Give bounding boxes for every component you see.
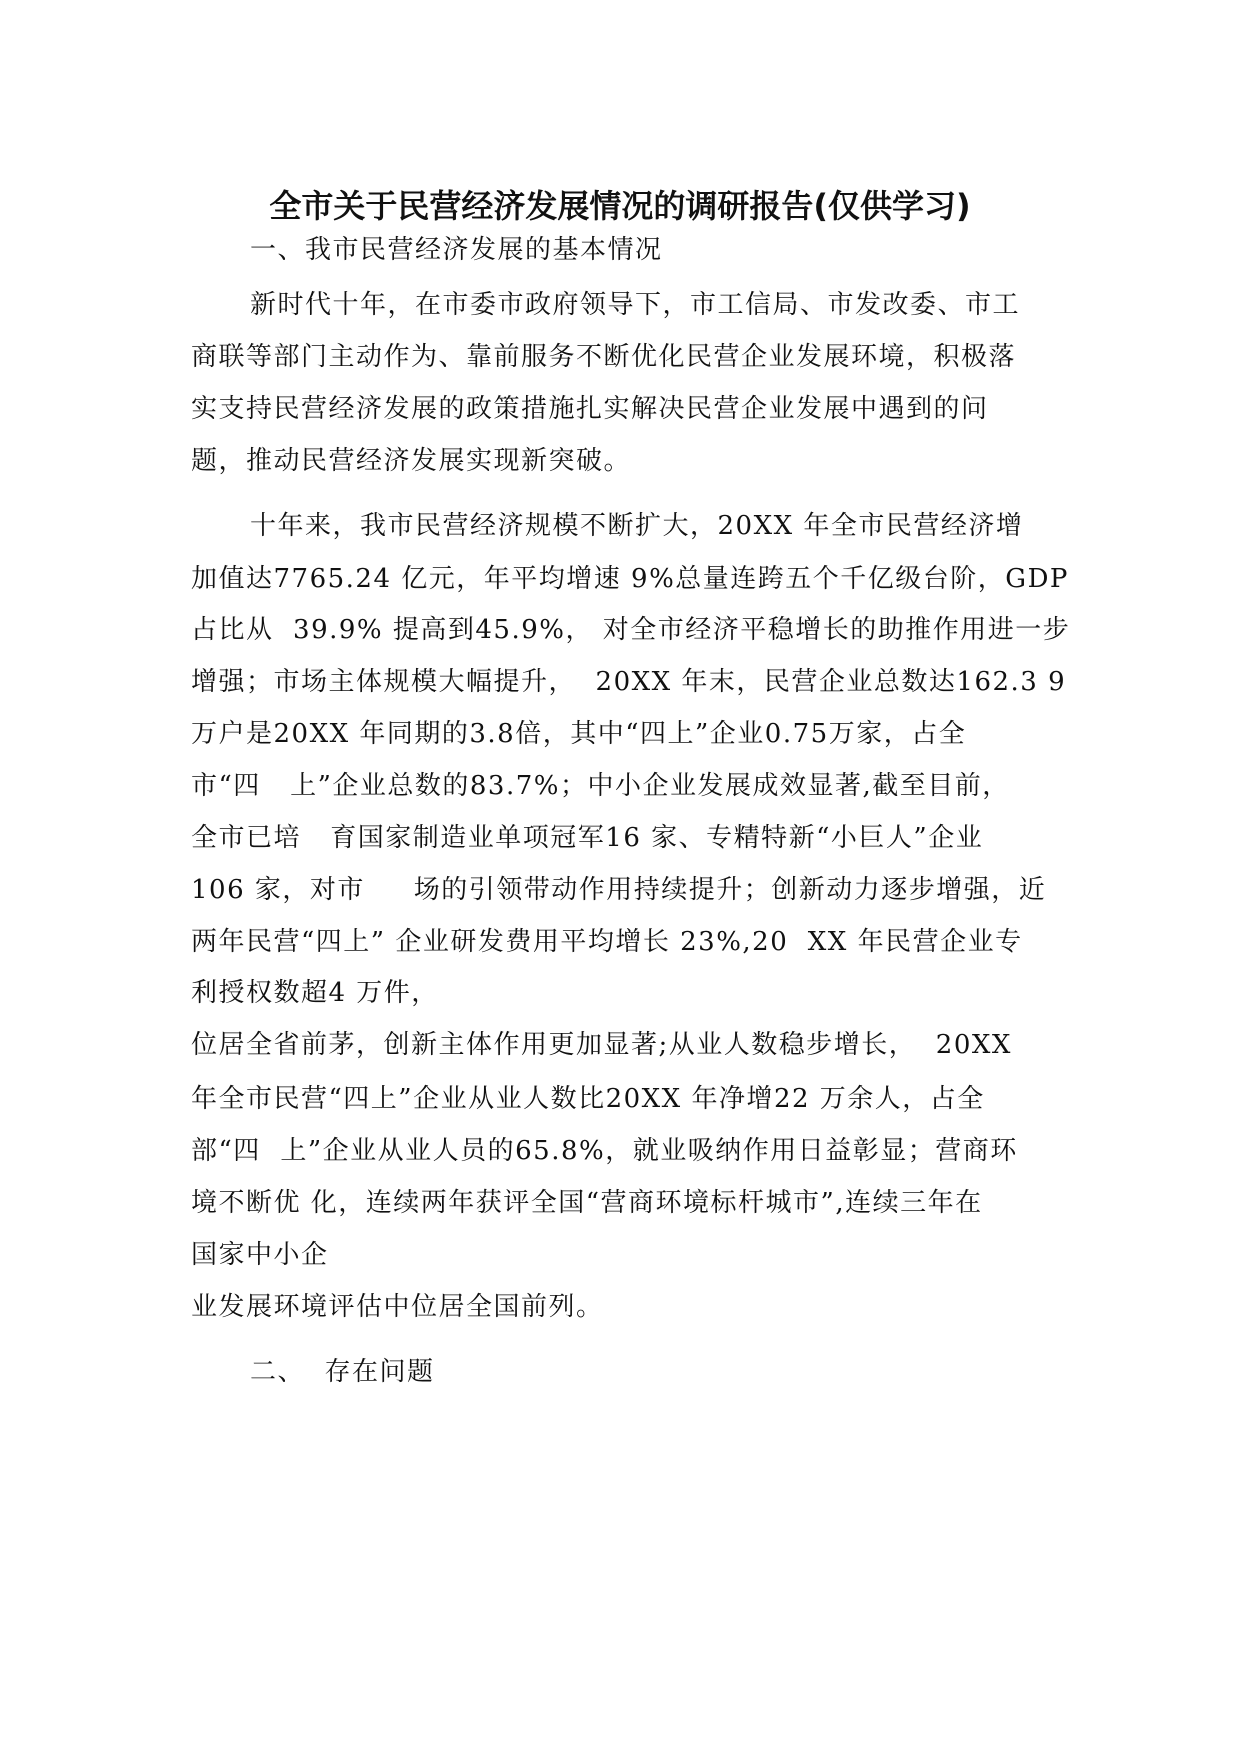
paragraph-line: 位居全省前茅，创新主体作用更加显著;从业人数稳步增长， 20XX bbox=[191, 1030, 1012, 1060]
paragraph-line: 部“四 上”企业从业人员的65.8%，就业吸纳作用日益彰显；营商环 bbox=[191, 1136, 1018, 1166]
paragraph-line: 利授权数超4 万件， bbox=[191, 978, 439, 1008]
paragraph-line: 占比从 39.9% 提高到45.9%， 对全市经济平稳增长的助推作用进一步 bbox=[191, 615, 1071, 645]
paragraph-line: 加值达7765.24 亿元，年平均增速 9%总量连跨五个千亿级台阶，GDP bbox=[191, 564, 1069, 594]
document-title: 全市关于民营经济发展情况的调研报告(仅供学习) bbox=[269, 187, 971, 225]
paragraph-line: 国家中小企 bbox=[191, 1240, 329, 1270]
paragraph-line: 业发展环境评估中位居全国前列。 bbox=[191, 1292, 604, 1322]
paragraph-line: 年全市民营“四上”企业从业人数比20XX 年净增22 万余人，占全 bbox=[191, 1084, 985, 1114]
section-heading-2: 二、 存在问题 bbox=[250, 1357, 435, 1387]
paragraph-line: 商联等部门主动作为、靠前服务不断优化民营企业发展环境，积极落 bbox=[191, 342, 1017, 372]
paragraph-line: 两年民营“四上” 企业研发费用平均增长 23%,20 XX 年民营企业专 bbox=[191, 927, 1023, 957]
paragraph-line: 万户是20XX 年同期的3.8倍，其中“四上”企业0.75万家，占全 bbox=[191, 719, 967, 749]
paragraph-line: 题，推动民营经济发展实现新突破。 bbox=[191, 446, 632, 476]
paragraph-line: 市“四 上”企业总数的83.7%；中小企业发展成效显著,截至目前， bbox=[191, 771, 1010, 801]
section-heading-1: 一、我市民营经济发展的基本情况 bbox=[250, 235, 663, 265]
paragraph-line: 106 家，对市 场的引领带动作用持续提升；创新动力逐步增强，近 bbox=[191, 875, 1047, 905]
paragraph-line: 境不断优 化，连续两年获评全国“营商环境标杆城市”,连续三年在 bbox=[191, 1188, 983, 1218]
paragraph-line: 增强；市场主体规模大幅提升， 20XX 年末，民营企业总数达162.3 9 bbox=[191, 667, 1067, 697]
paragraph-line: 新时代十年，在市委市政府领导下，市工信局、市发改委、市工 bbox=[250, 290, 1021, 320]
paragraph-line: 实支持民营经济发展的政策措施扎实解决民营企业发展中遇到的问 bbox=[191, 394, 989, 424]
paragraph-line: 全市已培 育国家制造业单项冠军16 家、专精特新“小巨人”企业 bbox=[191, 823, 984, 853]
paragraph-line: 十年来，我市民营经济规模不断扩大，20XX 年全市民营经济增 bbox=[250, 511, 1024, 541]
